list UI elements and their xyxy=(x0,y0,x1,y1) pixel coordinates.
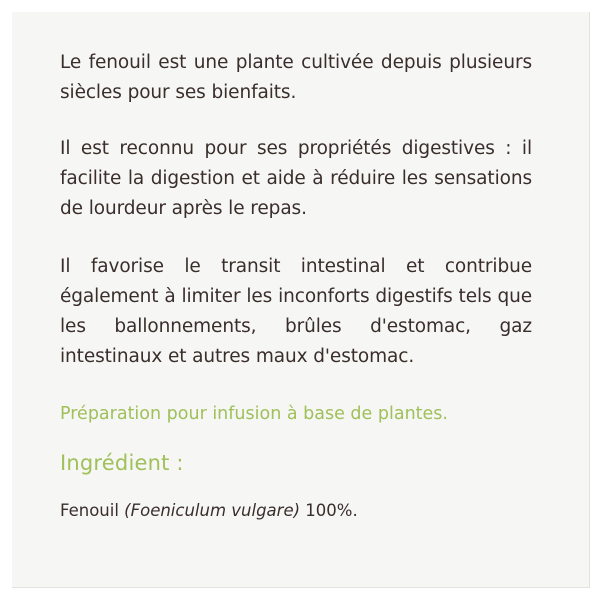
ingredient-percent: 100%. xyxy=(305,501,358,520)
label-content xyxy=(60,48,532,524)
ingredients-heading: Ingrédient : xyxy=(60,451,184,475)
ingredient-line xyxy=(60,498,532,524)
paragraph-digestive-properties: Il est reconnu pour ses propriétés digestives : il facilite la digestion et aide à réduire les sensations de lourdeur après le repas. xyxy=(60,138,532,219)
paragraph-history: Le fenouil est une plante cultivée depuis plusieurs siècles pour ses bienfaits. xyxy=(60,52,532,103)
ingredient-name: Fenouil xyxy=(60,501,119,520)
label-panel xyxy=(12,12,590,588)
ingredient-latin-name: (Foeniculum vulgare) xyxy=(124,501,301,520)
paragraph-transit-benefits: Il favorise le transit intestinal et contribue également à limiter les inconforts digestifs tels que les ballonnements, brûles d'estomac, gaz intestinaux et autres maux d'estomac. xyxy=(60,256,532,367)
preparation-text: Préparation pour infusion à base de plantes. xyxy=(60,404,448,424)
